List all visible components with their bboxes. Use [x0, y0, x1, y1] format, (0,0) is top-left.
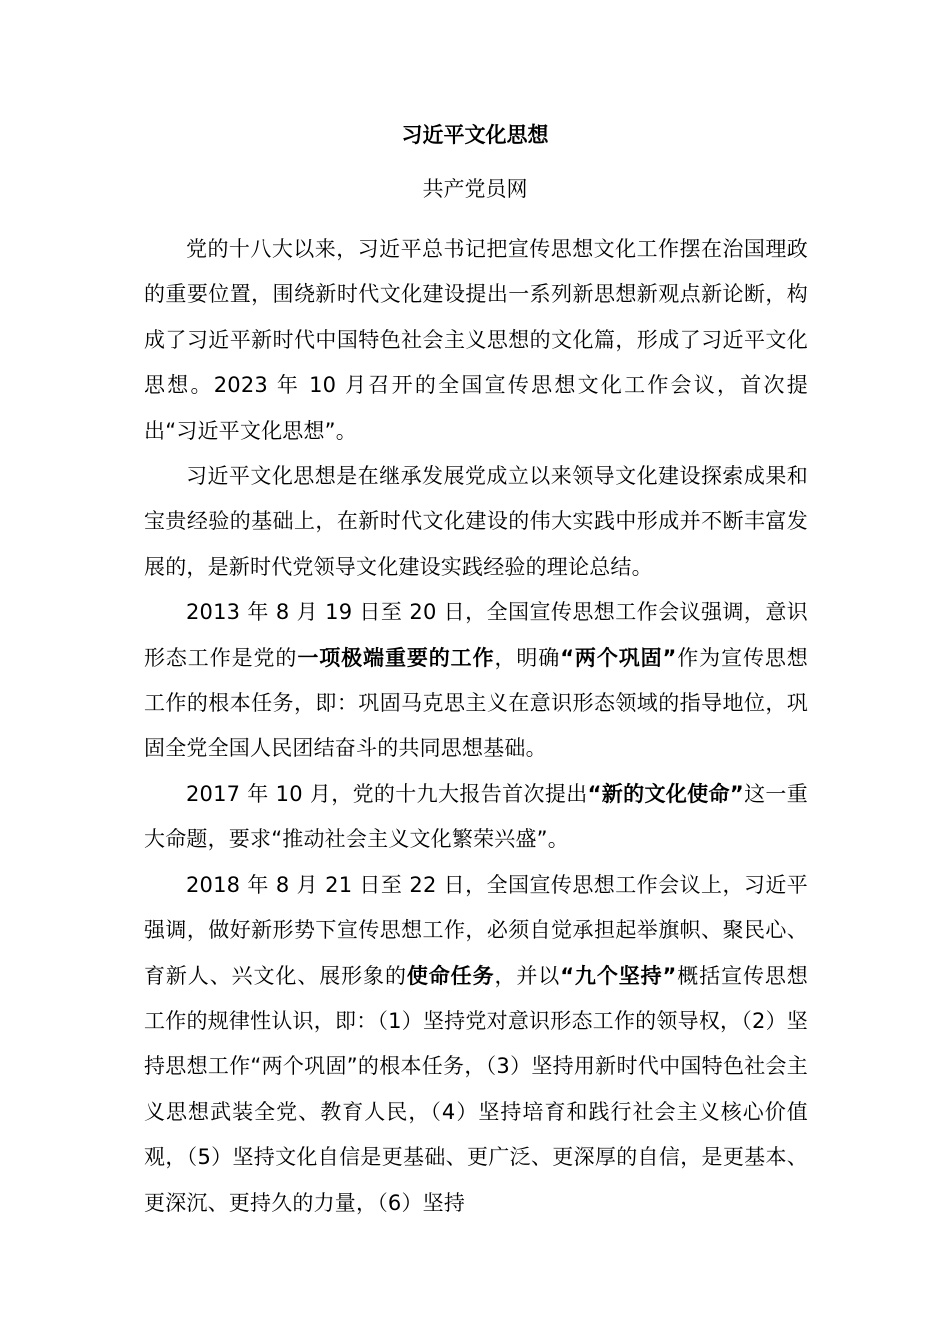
- page-title: 习近平文化思想: [401, 123, 549, 147]
- paragraph-5-text-a: 2018 年 8 月 21 日至 22 日，全国宣传思想工作会议上，习近平强调，做好新形势下宣传思想工作，必须自觉承担起举旗帜、聚民心、育新人、兴文化、展形象的: [144, 872, 808, 988]
- paragraph-3: [144, 590, 808, 772]
- paragraph-1: 党的十八大以来，习近平总书记把宣传思想文化工作摆在治国理政的重要位置，围绕新时代文化建设提出一系列新思想新观点新论断，构成了习近平新时代中国特色社会主义思想的文化篇，形成了习近平文化思想。2023 年 10 月召开的全国宣传思想文化工作会议，首次提出“习近平文化思想”。: [144, 237, 808, 443]
- paragraph-4-bold: “新的文化使命”: [587, 781, 744, 806]
- paragraph-3-text-c: 作为宣传思想工作的根本任务，即：巩固马克思主义在意识形态领域的指导地位，巩固全党全国人民团结奋斗的共同思想基础。: [144, 645, 808, 761]
- paragraph-4: [144, 772, 808, 863]
- paragraph-5-bold-a: 使命任务: [406, 963, 495, 988]
- paragraph-3-text-b: ，明确: [494, 645, 561, 670]
- paragraph-5-bold-b: “九个坚持”: [560, 963, 677, 988]
- paragraph-3-bold-a: 一项极端重要的工作: [297, 645, 495, 670]
- paragraph-5: [144, 863, 808, 1226]
- paragraph-4-text-b: 这一重大命题，要求“推动社会主义文化繁荣兴盛”。: [144, 781, 808, 852]
- paragraph-5-text-b: ，并以: [494, 963, 561, 988]
- paragraph-2: 习近平文化思想是在继承发展党成立以来领导文化建设探索成果和宝贵经验的基础上，在新时代文化建设的伟大实践中形成并不断丰富发展的，是新时代党领导文化建设实践经验的理论总结。: [144, 464, 808, 579]
- paragraph-3-text-a: 2013 年 8 月 19 日至 20 日，全国宣传思想工作会议强调，意识形态工作是党的: [144, 600, 808, 670]
- source-line: 共产党员网: [422, 177, 528, 201]
- paragraph-4-text-a: 2017 年 10 月，党的十九大报告首次提出: [186, 781, 588, 806]
- document-body: [144, 227, 808, 1226]
- paragraph-5-text-c: 概括宣传思想工作的规律性认识，即：（1）坚持党对意识形态工作的领导权，（2）坚持思想工作“两个巩固”的根本任务，（3）坚持用新时代中国特色社会主义思想武装全党、教育人民，（4）坚持培育和践行社会主义核心价值观，（5）坚持文化自信是更基础、更广泛、更深厚的自信，是更基本、更深沉、更持久的力量，（6）坚持: [144, 963, 808, 1215]
- paragraph-3-bold-b: “两个巩固”: [560, 645, 677, 670]
